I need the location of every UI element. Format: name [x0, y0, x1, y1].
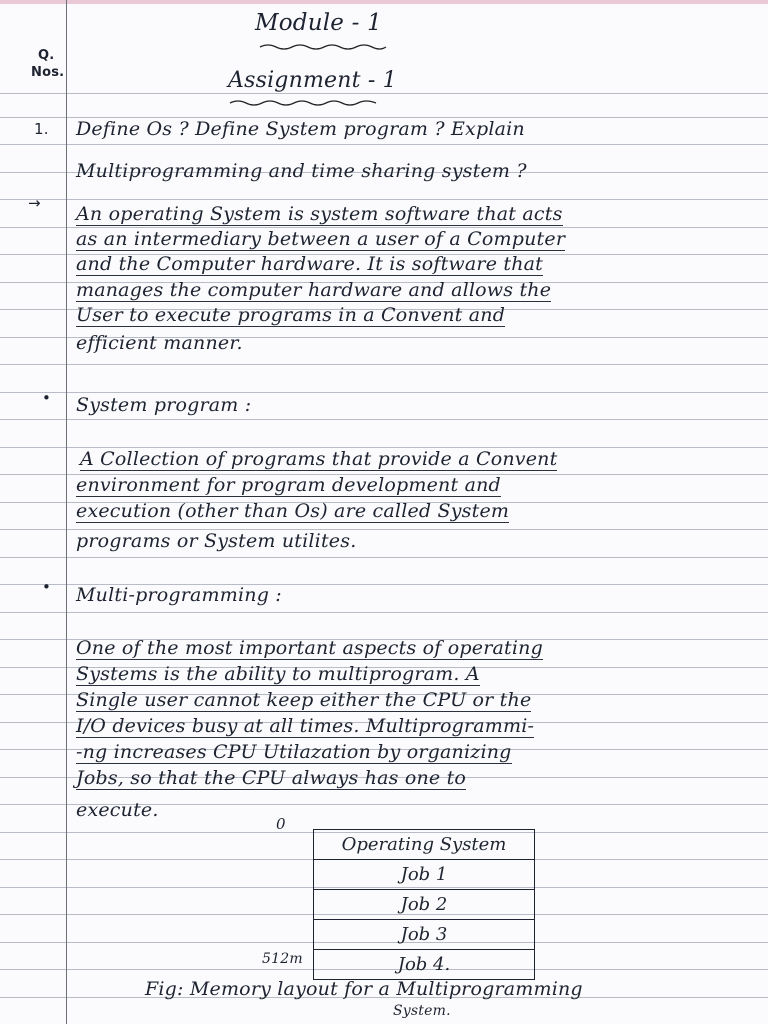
answer-line-3: and the Computer hardware. It is software that	[76, 253, 544, 275]
assignment-underline	[228, 98, 378, 106]
memory-cell-job: Job 4.	[314, 950, 535, 980]
multiprogramming-line-4: I/O devices busy at all times. Multiprogrammi-	[76, 715, 535, 737]
memory-cell-job: Job 1	[314, 860, 535, 890]
multiprogramming-line-7: execute.	[76, 799, 159, 821]
memory-layout-table	[313, 829, 535, 980]
ruled-line	[0, 557, 768, 558]
answer-arrow-icon: →	[28, 194, 41, 212]
assignment-title: Assignment - 1	[228, 68, 397, 93]
memory-cell-os: Operating System	[314, 830, 535, 860]
question-number: 1.	[34, 120, 49, 138]
question-line-1: Define Os ? Define System program ? Explain	[76, 118, 525, 140]
multiprogramming-line-5: -ng increases CPU Utilazation by organizing	[76, 741, 512, 763]
system-program-line-2: environment for program development and	[76, 474, 501, 496]
ruled-line	[0, 144, 768, 145]
bullet-icon: •	[42, 389, 52, 407]
ruled-line	[0, 93, 768, 94]
multiprogramming-line-2: Systems is the ability to multiprogram. A	[76, 663, 480, 685]
ruled-line	[0, 419, 768, 420]
system-program-line-4: programs or System utilites.	[76, 530, 357, 552]
q-label: Q.	[38, 48, 55, 63]
page-title: Module - 1	[255, 10, 382, 36]
title-underline	[258, 42, 388, 50]
figure-caption-cont: System.	[393, 1003, 451, 1019]
multiprogramming-line-3: Single user cannot keep either the CPU or the	[76, 689, 532, 711]
figure-caption: Fig: Memory layout for a Multiprogramming	[145, 978, 583, 1000]
margin-line	[66, 0, 67, 1024]
answer-line-6: efficient manner.	[76, 332, 243, 354]
memory-start-label: 0	[276, 815, 286, 833]
ruled-line	[0, 612, 768, 613]
ruled-line	[0, 199, 768, 200]
system-program-line-3: execution (other than Os) are called System	[76, 500, 510, 522]
multiprogramming-line-6: Jobs, so that the CPU always has one to	[76, 767, 467, 789]
memory-cell-job: Job 2	[314, 890, 535, 920]
system-program-heading: System program :	[76, 394, 252, 416]
bullet-icon: •	[42, 578, 52, 596]
multiprogramming-heading: Multi-programming :	[76, 584, 282, 606]
answer-line-1: An operating System is system software that acts	[76, 203, 563, 225]
page-top-edge	[0, 0, 768, 4]
ruled-line	[0, 364, 768, 365]
system-program-line-1: A Collection of programs that provide a Convent	[80, 448, 558, 470]
memory-end-label: 512m	[262, 951, 303, 967]
answer-line-5: User to execute programs in a Convent and	[76, 304, 506, 326]
answer-line-4: manages the computer hardware and allows the	[76, 279, 552, 301]
ruled-line	[0, 392, 768, 393]
question-line-2: Multiprogramming and time sharing system ?	[76, 160, 527, 182]
answer-line-2: as an intermediary between a user of a Computer	[76, 228, 566, 250]
nos-label: Nos.	[31, 65, 65, 80]
multiprogramming-line-1: One of the most important aspects of operating	[76, 637, 543, 659]
memory-cell-job: Job 3	[314, 920, 535, 950]
